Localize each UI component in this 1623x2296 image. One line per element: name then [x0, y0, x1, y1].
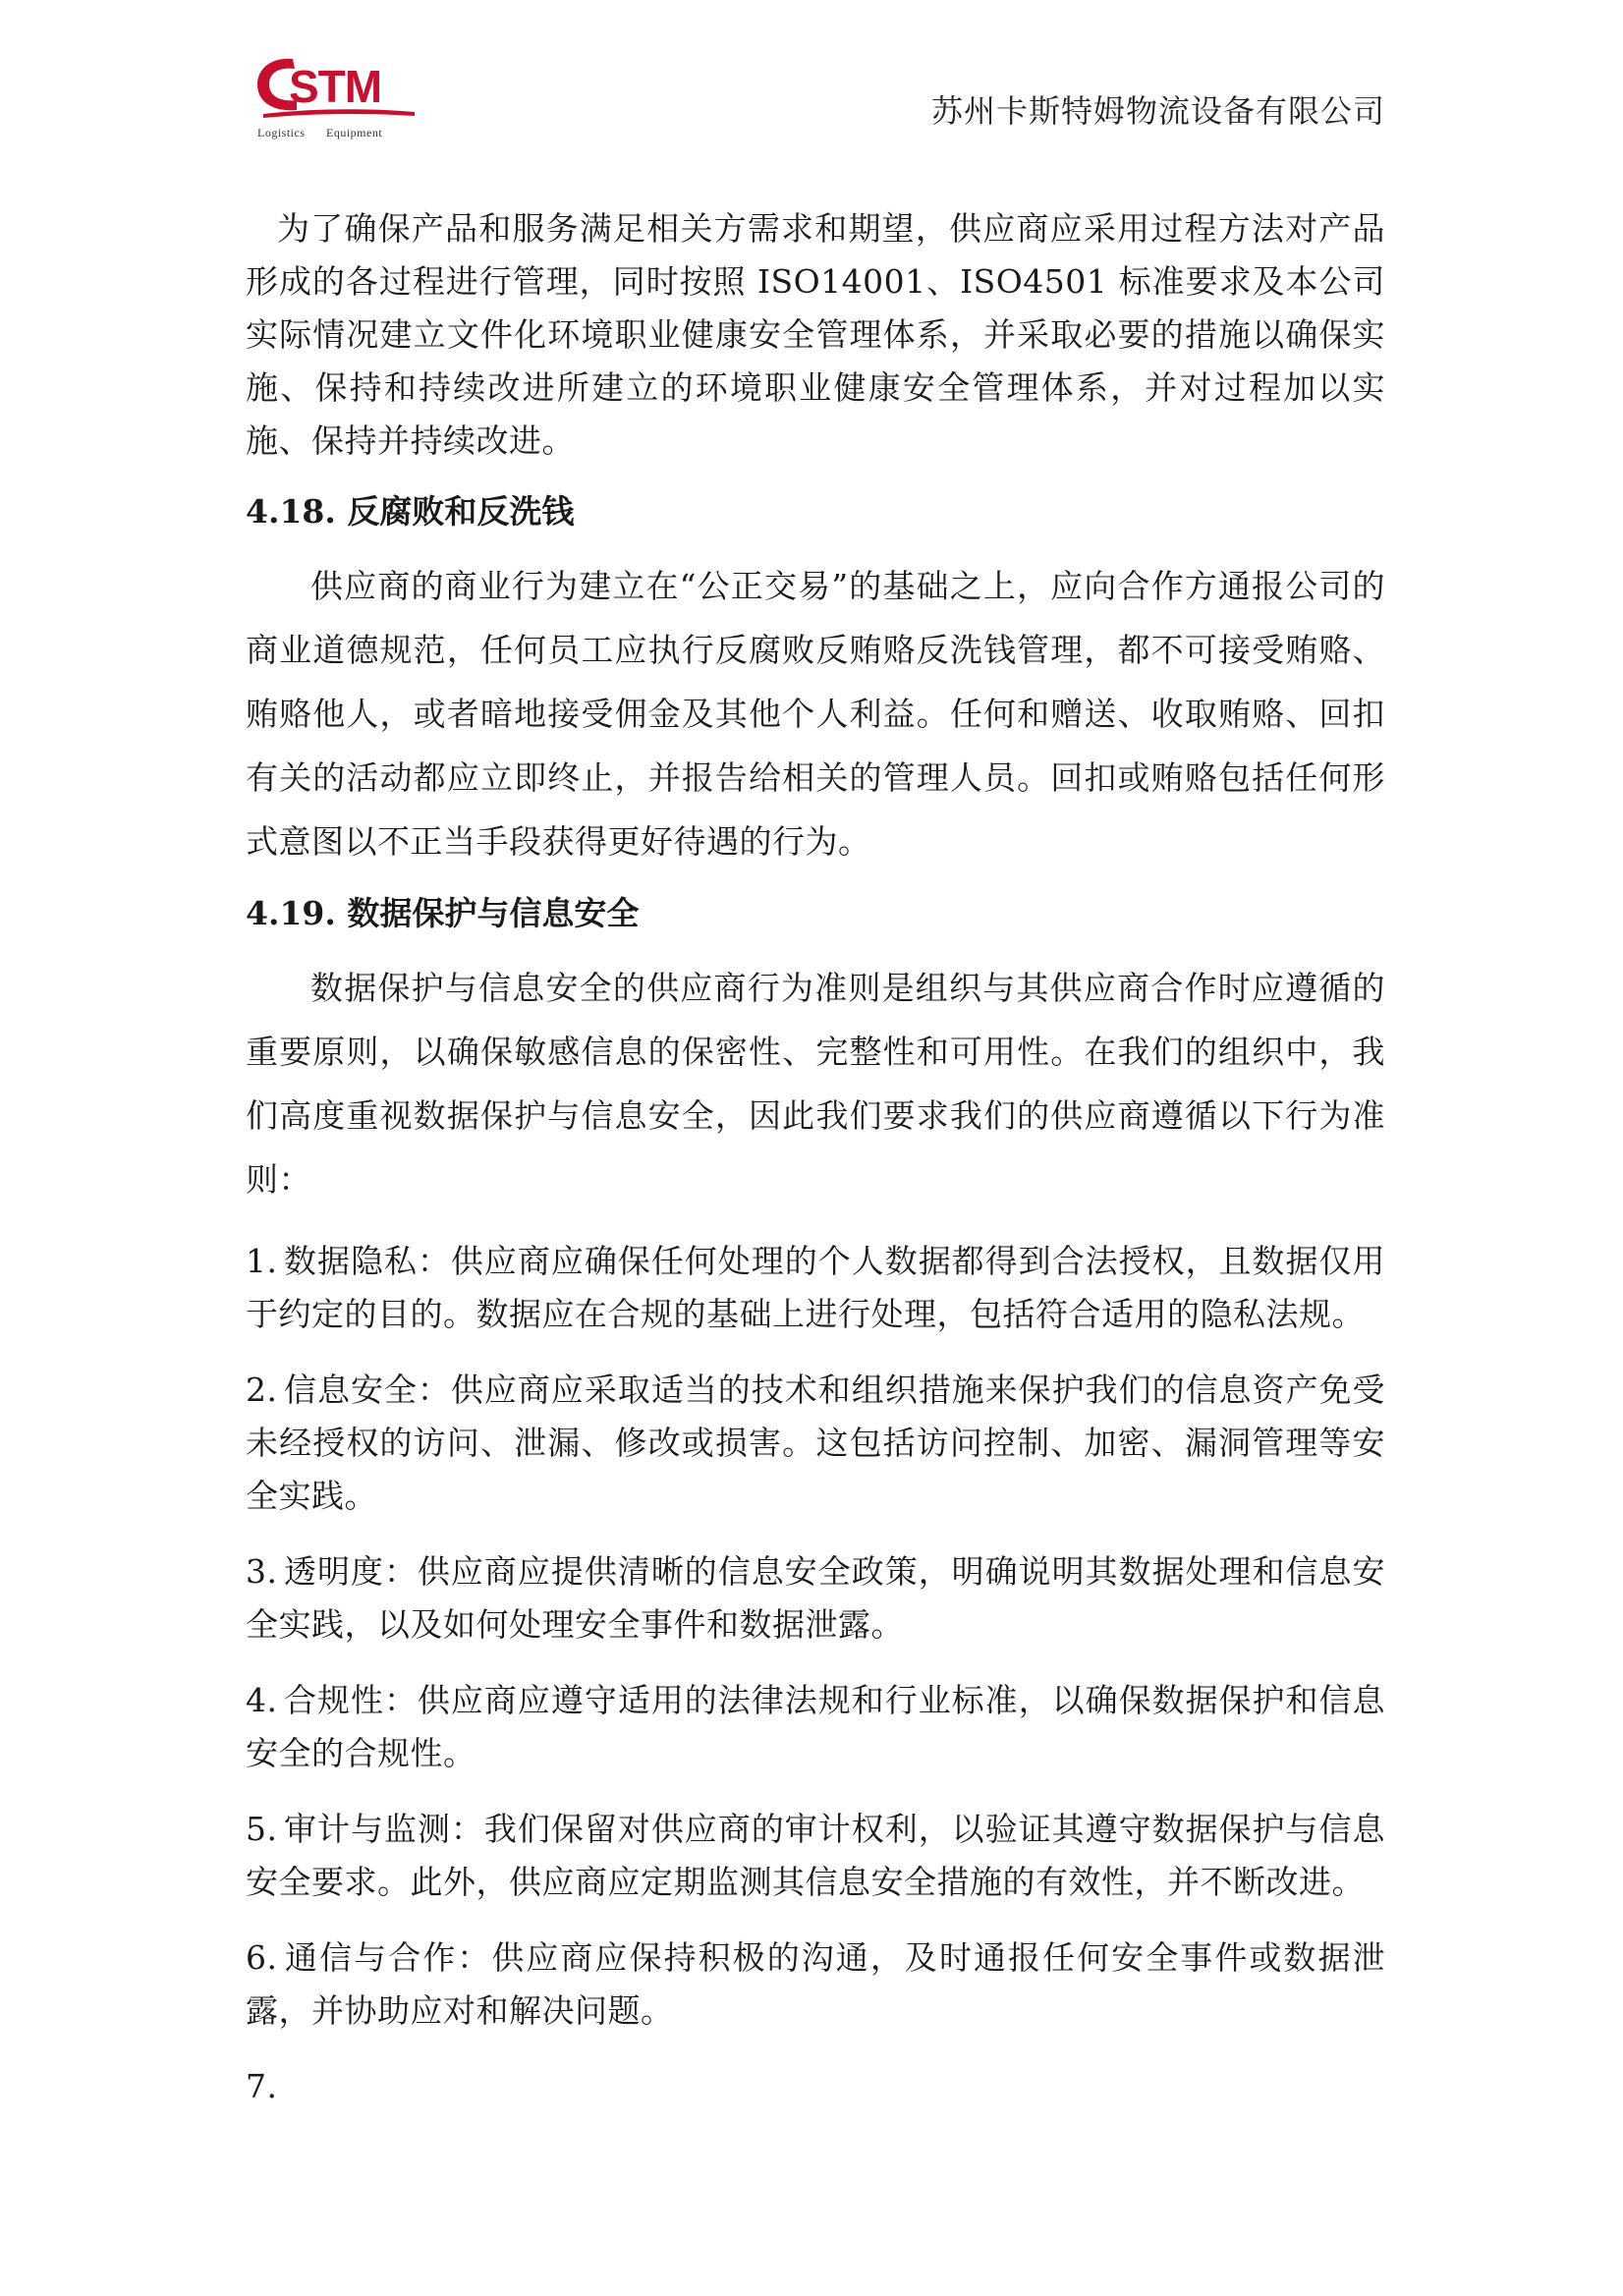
document-body	[246, 202, 1385, 2136]
list-item	[246, 2060, 1385, 2113]
list-item	[246, 1674, 1385, 1780]
list-item	[246, 1803, 1385, 1909]
section-4-19-paragraph: 数据保护与信息安全的供应商行为准则是组织与其供应商合作时应遵循的重要原则，以确保敏感信息的保密性、完整性和可用性。在我们的组织中，我们高度重视数据保护与信息安全，因此我们要求我们的供应商遵循以下行为准则：	[246, 969, 1385, 1199]
list-item-number: 4.	[246, 1681, 278, 1719]
logo-subtitle	[257, 126, 422, 140]
list-item	[246, 1364, 1385, 1523]
list-item-number: 1.	[246, 1242, 278, 1280]
list-item-text: 审计与监测：我们保留对供应商的审计权利，以验证其遵守数据保护与信息安全要求。此外，供应商应定期监测其信息安全措施的有效性，并不断改进。	[246, 1810, 1385, 1901]
list-item-text: 数据隐私：供应商应确保任何处理的个人数据都得到合法授权，且数据仅用于约定的目的。数据应在合规的基础上进行处理，包括符合适用的隐私法规。	[246, 1242, 1385, 1333]
list-item-number: 7.	[246, 2067, 278, 2105]
list-item	[246, 1235, 1385, 1341]
list-item-number: 2.	[246, 1371, 278, 1409]
svg-text:STM: STM	[289, 61, 382, 112]
section-heading-4-18: 4.18. 反腐败和反洗钱	[246, 492, 575, 531]
logo-sub-left: Logistics	[257, 126, 306, 140]
list-item-number: 3.	[246, 1552, 278, 1591]
list-item	[246, 1932, 1385, 2038]
logo-sub-right: Equipment	[326, 126, 383, 140]
list-item-number: 5.	[246, 1810, 278, 1848]
list-item-number: 6.	[246, 1938, 278, 1977]
list-item-text: 信息安全：供应商应采取适当的技术和组织措施来保护我们的信息资产免受未经授权的访问、泄漏、修改或损害。这包括访问控制、加密、漏洞管理等安全实践。	[246, 1371, 1385, 1515]
cstm-logo-icon	[253, 51, 419, 120]
list-item-text: 通信与合作：供应商应保持积极的沟通，及时通报任何安全事件或数据泄露，并协助应对和解决问题。	[246, 1938, 1385, 2030]
list-item-text: 透明度：供应商应提供清晰的信息安全政策，明确说明其数据处理和信息安全实践，以及如何处理安全事件和数据泄露。	[246, 1552, 1385, 1644]
company-logo	[253, 51, 419, 145]
section-heading-4-19: 4.19. 数据保护与信息安全	[246, 894, 640, 932]
section-4-18-paragraph: 供应商的商业行为建立在“公正交易”的基础之上，应向合作方通报公司的商业道德规范，任何员工应执行反腐败反贿赂反洗钱管理，都不可接受贿赂、贿赂他人，或者暗地接受佣金及其他个人利益。任何和赠送、收取贿赂、回扣有关的活动都应立即终止，并报告给相关的管理人员。回扣或贿赂包括任何形式意图以不正当手段获得更好待遇的行为。	[246, 567, 1385, 861]
list-item-text: 合规性：供应商应遵守适用的法律法规和行业标准，以确保数据保护和信息安全的合规性。	[246, 1681, 1385, 1772]
intro-paragraph: 为了确保产品和服务满足相关方需求和期望，供应商应采用过程方法对产品形成的各过程进行管理，同时按照 ISO14001、ISO4501 标准要求及本公司实际情况建立文件化环境职业健康安全管理体系，并采取必要的措施以确保实施、保持和持续改进所建立的环境职业健康安全管理体系，并对过程加以实施、保持并持续改进。	[246, 209, 1385, 460]
list-item	[246, 1545, 1385, 1652]
company-name: 苏州卡斯特姆物流设备有限公司	[930, 92, 1385, 130]
